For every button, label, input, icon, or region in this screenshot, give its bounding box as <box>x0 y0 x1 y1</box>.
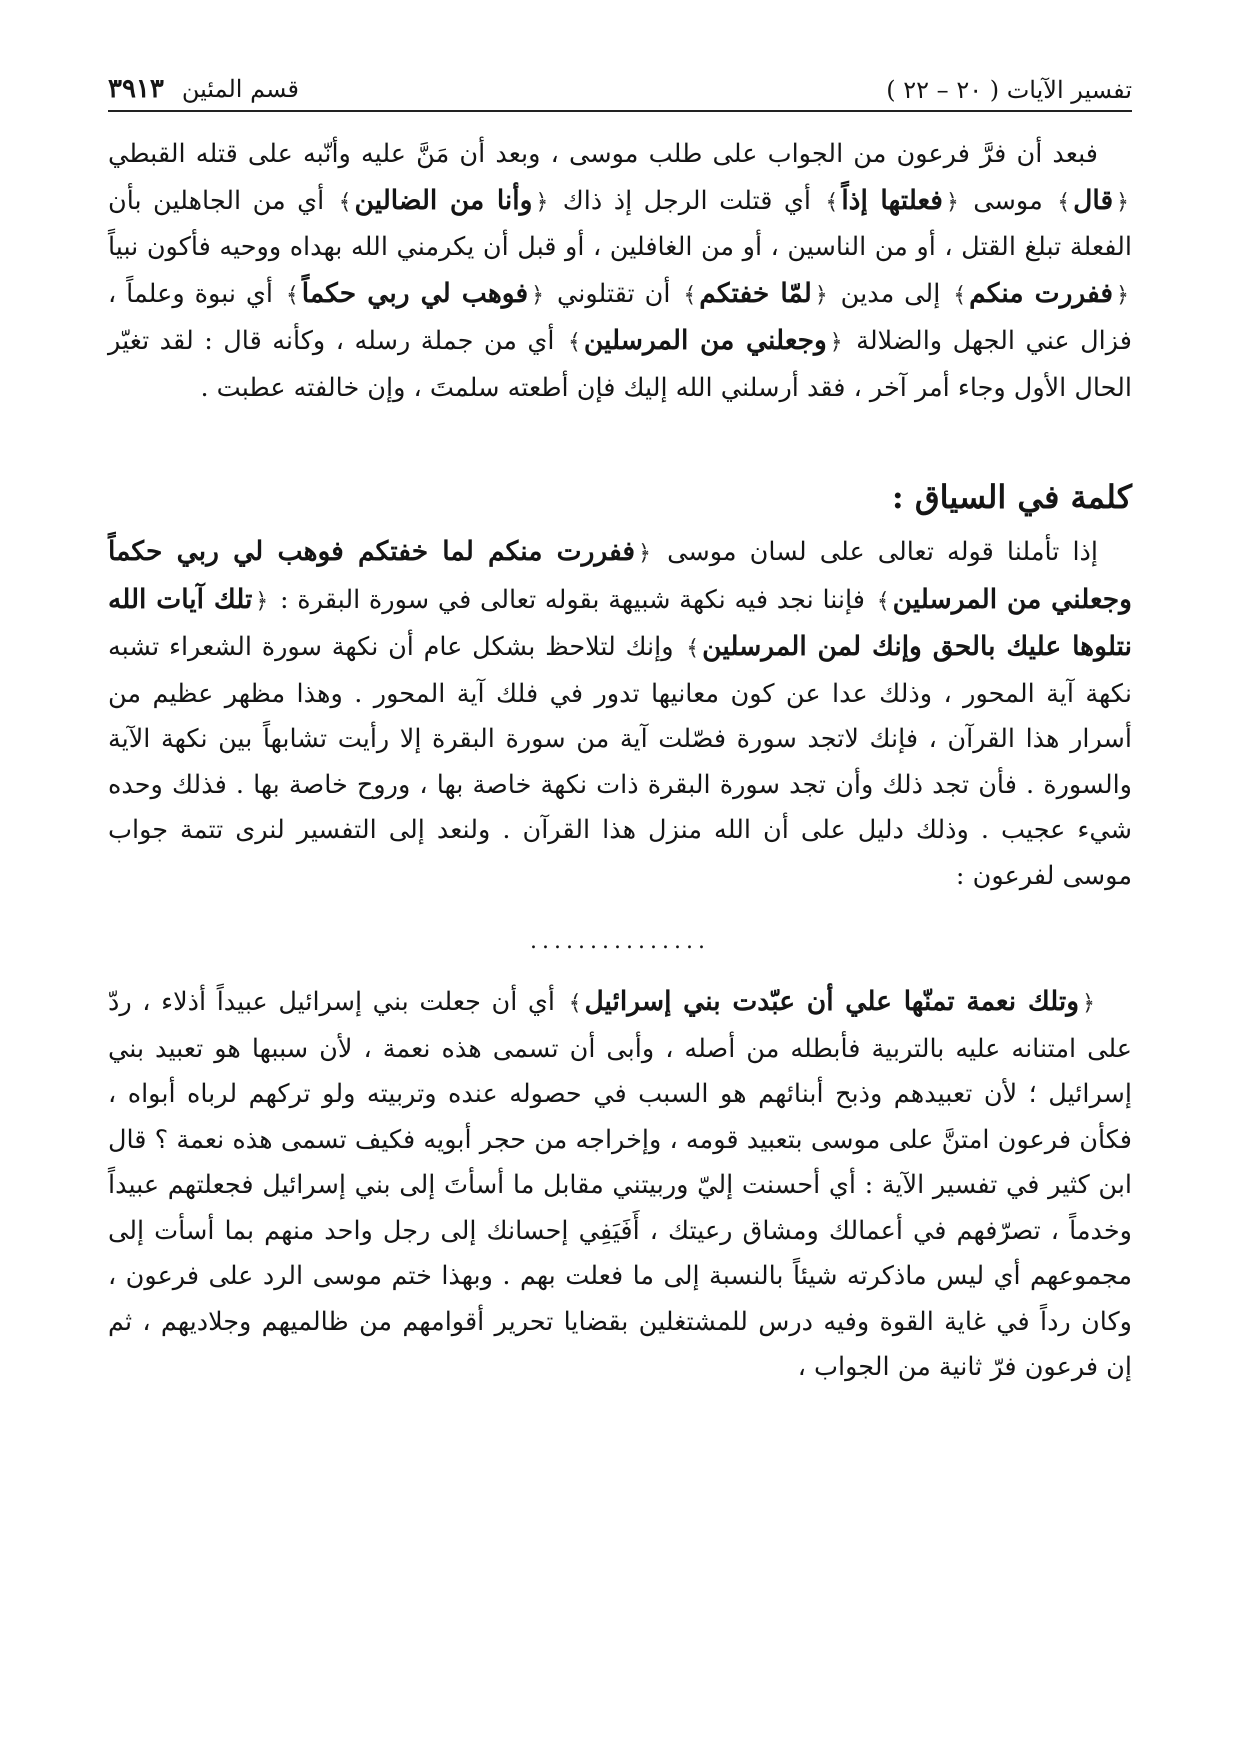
body-text: إلى مدين <box>830 278 951 309</box>
quran-quote <box>336 186 552 216</box>
quran-quote <box>822 186 961 216</box>
body-text: موسى <box>961 185 1055 216</box>
quote-text: فعلتها إذاً <box>841 184 943 216</box>
ornament-close-icon: ﴾ <box>953 282 967 308</box>
ornament-open-icon: ﴿ <box>535 189 549 215</box>
ornament-open-icon: ﴿ <box>638 541 651 566</box>
ornament-close-icon: ﴾ <box>1057 189 1071 215</box>
ornament-open-icon: ﴿ <box>945 189 959 215</box>
ornament-close-icon: ﴾ <box>568 991 582 1016</box>
quote-text: ففررت منكم <box>969 277 1114 309</box>
quote-text: وجعلني من المرسلين <box>583 325 827 356</box>
quote-text: ففررت منكم لما خفتكم فوهب لي ربي حكماً وجعلني من المرسلين <box>108 536 1132 615</box>
page-number: ٣٩١٣ <box>108 74 164 104</box>
quote-text: تلك آيات الله نتلوها عليك بالحق وإنك لمن المرسلين <box>108 583 1132 662</box>
body-text: إذا تأملنا قوله تعالى على لسان موسى <box>654 537 1098 567</box>
section-name: قسم المئين <box>181 75 299 103</box>
ornament-close-icon: ﴾ <box>686 636 700 661</box>
quran-quote <box>950 279 1132 309</box>
page-header <box>108 62 1132 112</box>
paragraph-2 <box>108 529 1132 899</box>
ornament-open-icon: ﴿ <box>814 282 828 308</box>
section-heading: كلمة في السياق : <box>891 478 1132 516</box>
body-text: أي نبوة وعلماً ، فزال عني الجهل والضلالة <box>108 278 1132 356</box>
quote-text: فوهب لي ربي حكماً <box>301 277 529 309</box>
quran-quote <box>1054 186 1132 216</box>
ornament-close-icon: ﴾ <box>285 282 299 308</box>
ornament-open-icon: ﴿ <box>255 588 269 614</box>
section-and-page <box>108 74 299 104</box>
ornament-close-icon: ﴾ <box>825 189 839 215</box>
body-text: أن تقتلوني <box>547 278 681 309</box>
page-body <box>108 132 1132 1714</box>
ornament-open-icon: ﴿ <box>1116 282 1129 308</box>
quote-text: لمّا خفتكم <box>699 277 812 309</box>
ornament-open-icon: ﴿ <box>1082 991 1095 1016</box>
ornament-close-icon: ﴾ <box>876 588 890 614</box>
ornament-close-icon: ﴾ <box>567 330 581 355</box>
ornament-close-icon: ﴾ <box>683 282 697 308</box>
body-text: وإنك لتلاحظ بشكل عام أن نكهة سورة الشعراء تشبه نكهة آية المحور ، وذلك عدا عن كون معانيها تدور في فلك آية المحور . وهذا مظهر عظيم من أسرار هذا القرآن ، فإنك لاتجد سورة فصّلت آية من سورة البقرة إلا رأيت تشابهاً بين نكهة الآية والسورة . فأن تجد ذلك وأن تجد سورة البقرة ذات نكهة خاصة بها ، وروح خاصة بها . فذلك وحده شيء عجيب . وذلك دليل على أن الله منزل هذا القرآن . ولنعد إلى التفسير لنرى تتمة جواب موسى لفرعون : <box>108 632 1132 891</box>
body-text: أي من جملة رسله ، وكأنه قال : لقد تغيّر الحال الأول وجاء أمر آخر ، فقد أرسلني الله إليك فإن أطعته سلمتَ ، وإن خالفته عطبت . <box>108 326 1132 403</box>
ornament-open-icon: ﴿ <box>829 330 843 355</box>
quote-text: قال <box>1073 184 1114 216</box>
quran-quote <box>566 987 1098 1017</box>
paragraph-1 <box>108 132 1132 411</box>
ornament-open-icon: ﴿ <box>531 282 545 308</box>
ornament-open-icon: ﴿ <box>1116 189 1129 215</box>
separator-dots: ............... <box>530 929 710 954</box>
body-text: أي أن جعلت بني إسرائيل عبيداً أذلاء ، ردّ على امتنانه عليه بالتربية فأبطله من أصله ، وأبى أن تسمى هذه نعمة ، لأن سببها هو تعبيد بني إسرائيل ؛ لأن تعبيدهم وذبح أبنائهم هو السبب في حصوله عنده وتربيته ولو تركهم لرباه أبواه ، فكأن فرعون امتنَّ على موسى بتعبيد قومه ، وإخراجه من حجر أبويه فكيف تسمى هذه نعمة ؟ قال ابن كثير في تفسير الآية : أي أحسنت إليّ وربيتني مقابل ما أسأتَ إلى بني إسرائيل فجعلتهم عبيداً وخدماً ، تصرّفهم في أعمالك ومشاق رعيتك ، أَفَيَفِي إحسانك إلى رجل واحد منهم بما أسأت إلى مجموعهم أي ليس ماذكرته شيئاً بالنسبة إلى ما فعلت بهم . وبهذا ختم موسى الرد على فرعون ، وكان رداً في غاية القوة وفيه درس للمشتغلين بقضايا تحرير أقوامهم من ظالميهم وجلاديهم ، ثم إن فرعون فرّ ثانية من الجواب ، <box>108 987 1132 1382</box>
ornament-close-icon: ﴾ <box>338 189 352 215</box>
quote-text: وتلك نعمة تمنّها علي أن عبّدت بني إسرائيل <box>584 986 1080 1017</box>
paragraph-3 <box>108 979 1132 1391</box>
quran-quote <box>565 326 846 356</box>
body-text: فإننا نجد فيه نكهة شبيهة بقوله تعالى في سورة البقرة : <box>271 584 874 615</box>
running-title: تفسير الآيات ( ٢٠ – ٢٢ ) <box>886 76 1132 104</box>
body-text: أي من الجاهلين بأن الفعلة تبلغ القتل ، أو من الناسين ، أو من الغافلين ، أو قبل أن يكرمني الله بهداه ووحيه فأكون نبياً <box>108 185 1132 262</box>
quote-text: وأنا من الضالين <box>354 184 533 216</box>
quran-quote <box>680 279 830 309</box>
body-text: فبعد أن فرَّ فرعون من الجواب على طلب موسى ، وبعد أن مَنَّ عليه وأنّبه على قتله القبطي <box>108 139 1098 169</box>
quran-quote <box>283 279 547 309</box>
body-text: أي قتلت الرجل إذ ذاك <box>551 185 823 216</box>
